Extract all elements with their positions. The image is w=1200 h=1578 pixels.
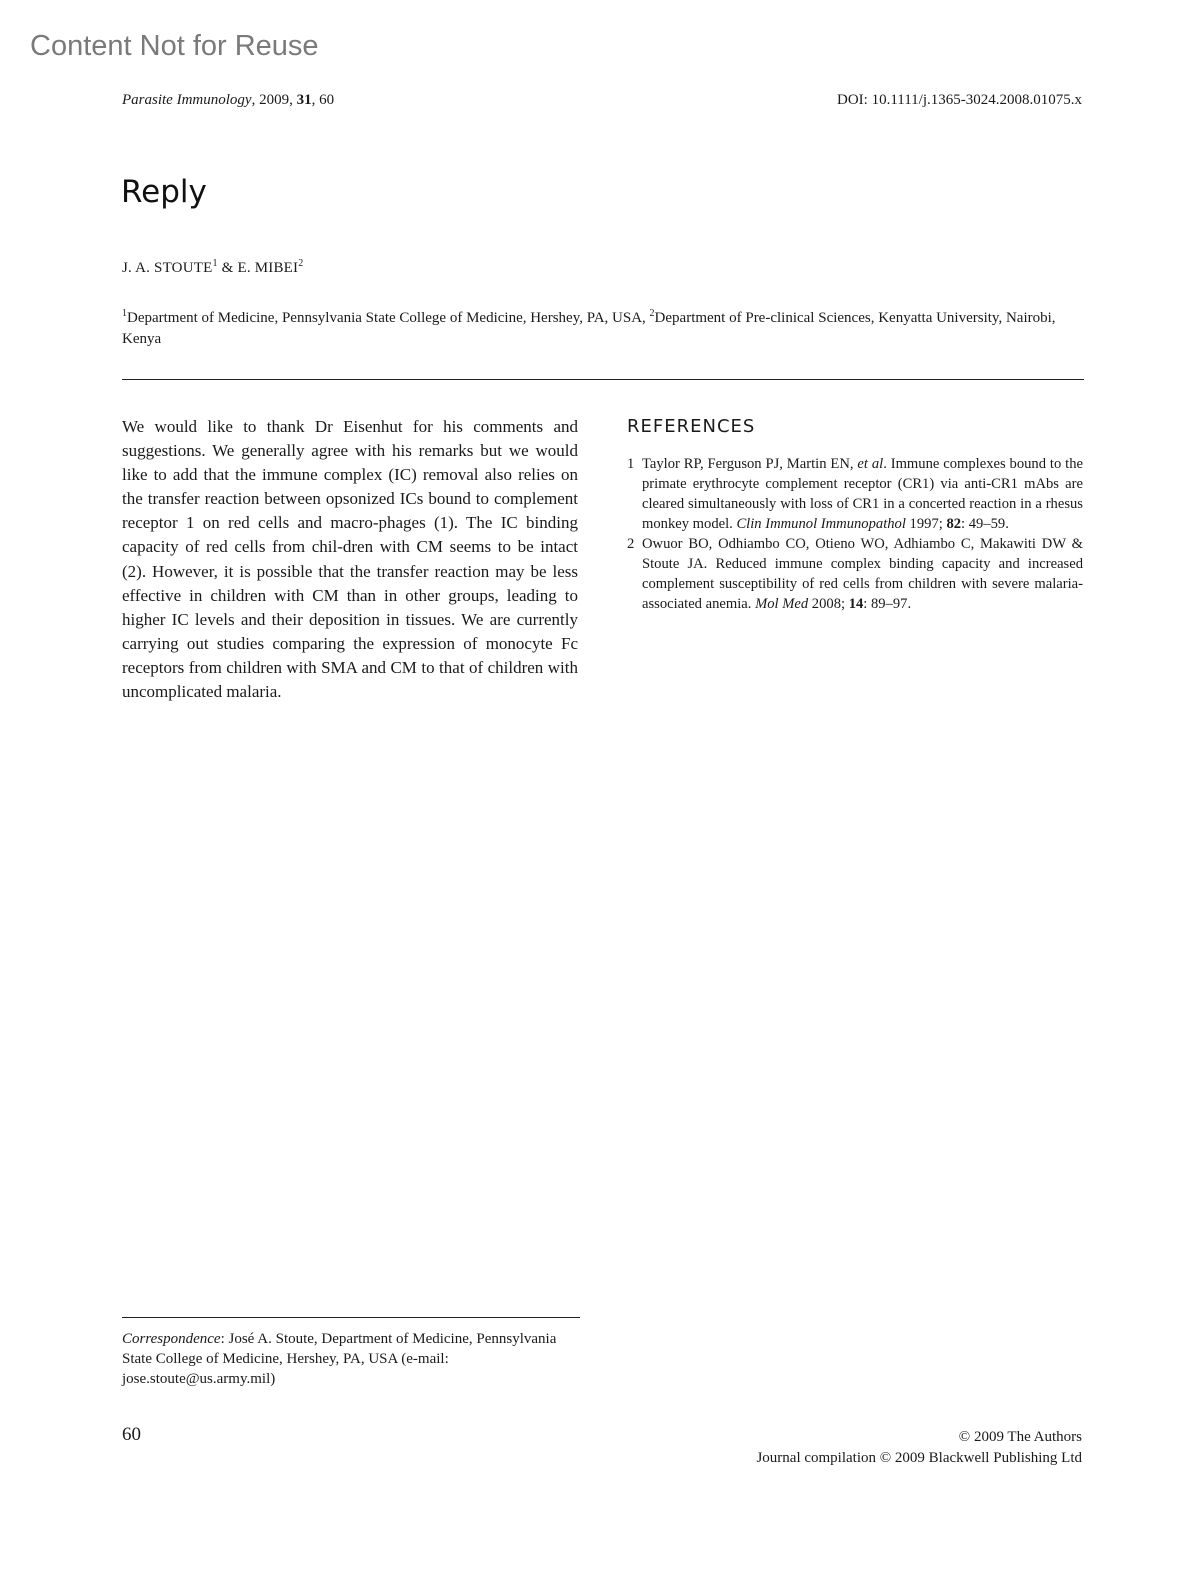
affiliations [122,308,1082,350]
journal-year: , 2009, [251,92,297,108]
reference-title: . Immune complexes bound to the primate erythrocyte complement receptor (CR1) via anti-CR1 mAbs are cleared simultaneously with loss of CR1 in a concerted reaction in a rhesus monkey model. [642,456,1083,532]
copyright-notice [756,1427,1082,1469]
reference-journal: Clin Immunol Immunopathol [736,516,906,532]
author-affiliation-mark: 1 [212,258,218,269]
reference-pages: : 49–59. [961,516,1009,532]
reference-journal: Mol Med [755,596,809,612]
reference-volume: 14 [848,596,864,612]
reference-authors: Taylor RP, Ferguson PJ, Martin EN, [642,456,858,472]
journal-volume: 31 [296,92,312,108]
header-divider [122,379,1084,380]
author-name: E. MIBEI [237,260,299,276]
correspondence-divider [122,1317,580,1318]
correspondence-note [122,1329,582,1389]
reference-list [627,454,1083,614]
reference-volume: 82 [946,516,962,532]
affiliation-mark: 1 [122,308,127,319]
copyright-line: © 2009 The Authors [958,1429,1082,1445]
watermark: Content Not for Reuse [30,30,319,62]
reference-title: Reduced immune complex binding capacity and increased complement susceptibility of red cells from children with severe malaria-associated anemia. [642,556,1083,612]
author-affiliation-mark: 2 [298,258,304,269]
affiliation-mark: 2 [649,308,655,319]
copyright-line: Journal compilation © 2009 Blackwell Publishing Ltd [756,1450,1082,1466]
reference-year: 2008; [808,596,849,612]
author-name: J. A. STOUTE [122,260,213,276]
reference-authors: Owuor BO, Odhiambo CO, Otieno WO, Adhiambo C, Makawiti DW & Stoute JA. [642,536,1083,572]
reference-number: 2 [627,536,635,552]
author-separator: & [217,260,238,276]
references-heading: REFERENCES [627,416,756,437]
affiliation-text: Department of Pre-clinical Sciences, Kenyatta University, Nairobi, Kenya [122,310,1056,347]
doi: DOI: 10.1111/j.1365-3024.2008.01075.x [837,92,1082,108]
reference-pages: : 89–97. [863,596,912,612]
reference-year: 1997; [905,516,947,532]
reference-item [627,534,1083,614]
reference-item [627,454,1083,534]
affiliation-text: Department of Medicine, Pennsylvania State College of Medicine, Hershey, PA, USA, [127,310,650,326]
journal-name: Parasite Immunology [122,92,252,108]
reference-number: 1 [627,456,635,472]
article-title: Reply [121,174,207,210]
running-header-citation [122,92,334,109]
author-list [122,260,303,277]
reference-etal: et al [857,456,884,472]
article-body: We would like to thank Dr Eisenhut for his comments and suggestions. We generally agree with his remarks but we would like to add that the immune complex (IC) removal also relies on the transfer reaction between opsonized ICs bound to complement receptor 1 on red cells and macro-phages (1). The IC binding capacity of red cells from chil-dren with CM seems to be intact (2). However, it is possible that the transfer reaction may be less effective in children with CM than in other groups, leading to higher IC levels and their deposition in tissues. We are currently carrying out studies comparing the expression of monocyte Fc receptors from children with SMA and CM to that of children with uncomplicated malaria. [122,417,578,702]
correspondence-text: : José A. Stoute, Department of Medicine, Pennsylvania State College of Medicine, Hershey, PA, USA (e-mail: jose.stoute@us.army.mil) [122,1331,557,1387]
journal-page: , 60 [311,92,335,108]
correspondence-label: Correspondence [122,1331,221,1347]
page-number: 60 [122,1424,141,1445]
